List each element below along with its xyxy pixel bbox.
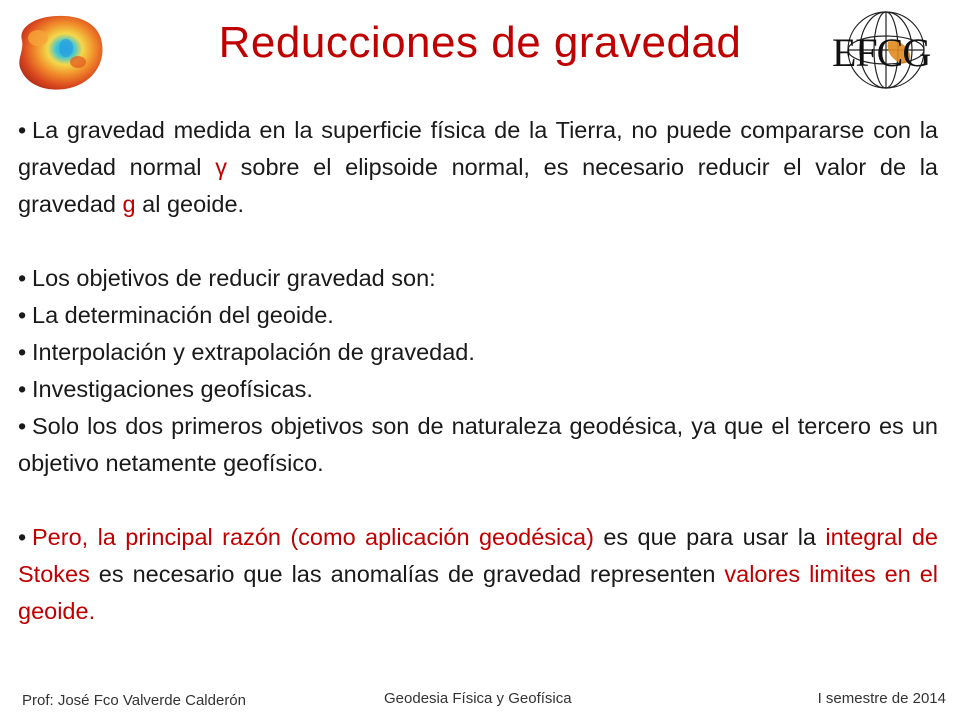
text-segment: al geoide. <box>135 191 245 217</box>
bullet-marker: • <box>18 302 27 328</box>
text-segment: es que para usar la <box>593 524 826 550</box>
slide-title: Reducciones de gravedad <box>218 18 742 67</box>
bullet-marker: • <box>18 524 27 550</box>
bullet-marker: • <box>18 265 27 291</box>
footer-course: Geodesia Física y Geofísica <box>384 690 572 707</box>
text-segment: La gravedad medida en la superficie física de la Tierra, no puede compararse con la gravedad normal <box>18 117 938 180</box>
spacer <box>18 223 938 260</box>
footer-author: Prof: José Fco Valverde Calderón <box>22 692 246 709</box>
text-segment: valores limites en el geoide. <box>18 561 939 624</box>
slide-body <box>18 112 938 630</box>
stokes-integral-text: integral de Stokes <box>18 524 939 587</box>
svg-text:EFCG: EFCG <box>832 30 931 75</box>
text-segment: sobre el elipsoide normal, es necesario reducir el valor de la gravedad <box>18 154 938 217</box>
text-segment: Pero, la principal razón (como aplicación geodésica) <box>32 524 594 550</box>
bullet-marker: • <box>18 413 27 439</box>
text-segment: Interpolación y extrapolación de gravedad. <box>32 339 475 365</box>
g-symbol: g <box>122 191 136 217</box>
text-segment: Los objetivos de reducir gravedad son: <box>32 265 436 291</box>
bullet-objectives <box>18 260 938 297</box>
bullet-marker: • <box>18 117 27 143</box>
gamma-symbol: γ <box>215 154 227 180</box>
text-segment: Solo los dos primeros objetivos son de naturaleza geodésica, ya que el tercero es un objetivo netamente geofísico. <box>18 413 938 476</box>
text-segment: La determinación del geoide. <box>32 302 334 328</box>
bullet-marker: • <box>18 339 27 365</box>
paragraph-gravity-comparison <box>18 112 938 223</box>
spacer <box>18 482 938 519</box>
efcg-logo <box>826 8 956 92</box>
bullet-marker: • <box>18 376 27 402</box>
bullet-interpolation <box>18 334 938 371</box>
paragraph-stokes <box>18 519 938 630</box>
footer-term: I semestre de 2014 <box>817 690 946 707</box>
text-segment: es necesario que las anomalías de gravedad representen <box>89 561 725 587</box>
text-segment: Investigaciones geofísicas. <box>32 376 313 402</box>
bullet-geophysics <box>18 371 938 408</box>
bullet-geoid <box>18 297 938 334</box>
bullet-geodetic-nature <box>18 408 938 482</box>
